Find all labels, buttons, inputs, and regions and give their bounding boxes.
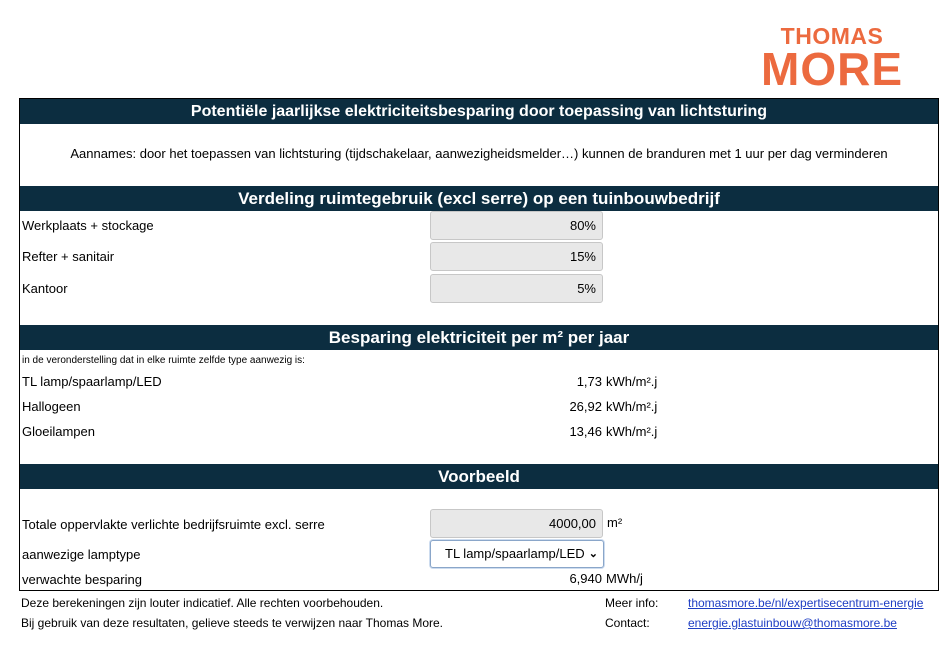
lamp-unit-incandescent: kWh/m².j	[606, 424, 658, 439]
section-header-savings-per-m2: Besparing elektriciteit per m² per jaar	[20, 325, 938, 350]
lamp-label-tl: TL lamp/spaarlamp/LED	[22, 374, 162, 389]
room-share-office-input[interactable]: 5%	[430, 274, 603, 303]
assumption-text: Aannames: door het toepassen van lichtsturing (tijdschakelaar, aanwezigheidsmelder…) kunnen de branduren met 1 uur per dag verminderen	[70, 146, 888, 161]
area-unit: m²	[607, 515, 623, 530]
lamp-label-halogen: Hallogeen	[22, 399, 81, 414]
contact-email-link[interactable]: energie.glastuinbouw@thomasmore.be	[688, 616, 897, 630]
lamp-value-incandescent: 13,46	[569, 424, 602, 439]
lamp-value-halogen: 26,92	[569, 399, 602, 414]
thomas-more-logo	[744, 23, 920, 95]
section-header-room-distribution: Verdeling ruimtegebruik (excl serre) op een tuinbouwbedrijf	[20, 186, 938, 211]
lamp-unit-tl: kWh/m².j	[606, 374, 658, 389]
expected-saving-label: verwachte besparing	[22, 572, 142, 587]
section-header-example: Voorbeeld	[20, 464, 938, 489]
calculator-sheet	[19, 98, 939, 591]
area-input[interactable]: 4000,00	[430, 509, 603, 538]
lamp-type-selected-value: TL lamp/spaarlamp/LED	[445, 546, 585, 561]
chevron-down-icon: ⌄	[588, 548, 598, 560]
contact-label: Contact:	[605, 616, 650, 630]
expected-saving-unit: MWh/j	[606, 571, 643, 586]
room-label-workshop: Werkplaats + stockage	[22, 218, 154, 233]
logo-line-2: MORE	[761, 43, 903, 95]
more-info-label: Meer info:	[605, 596, 659, 610]
room-share-canteen-input[interactable]: 15%	[430, 242, 603, 271]
area-label: Totale oppervlakte verlichte bedrijfsruimte excl. serre	[22, 517, 325, 532]
section-header-potential-savings: Potentiële jaarlijkse elektriciteitsbesparing door toepassing van lichtsturing	[20, 99, 938, 124]
lamp-label-incandescent: Gloeilampen	[22, 424, 95, 439]
room-share-workshop-input[interactable]: 80%	[430, 211, 603, 240]
disclaimer-text: Deze berekeningen zijn louter indicatief. Alle rechten voorbehouden.	[21, 596, 384, 610]
more-info-link[interactable]: thomasmore.be/nl/expertisecentrum-energie	[688, 596, 924, 610]
room-label-canteen: Refter + sanitair	[22, 249, 115, 264]
lamp-type-select[interactable]	[430, 540, 604, 568]
logo-line-1: THOMAS	[780, 23, 884, 49]
reference-text: Bij gebruik van deze resultaten, gelieve steeds te verwijzen naar Thomas More.	[21, 616, 443, 630]
expected-saving-value: 6,940	[569, 571, 602, 586]
savings-note: in de veronderstelling dat in elke ruimte zelfde type aanwezig is:	[22, 355, 305, 366]
lamp-unit-halogen: kWh/m².j	[606, 399, 658, 414]
lamp-value-tl: 1,73	[576, 374, 602, 389]
lamp-type-label: aanwezige lamptype	[22, 547, 141, 562]
room-label-office: Kantoor	[22, 281, 68, 296]
